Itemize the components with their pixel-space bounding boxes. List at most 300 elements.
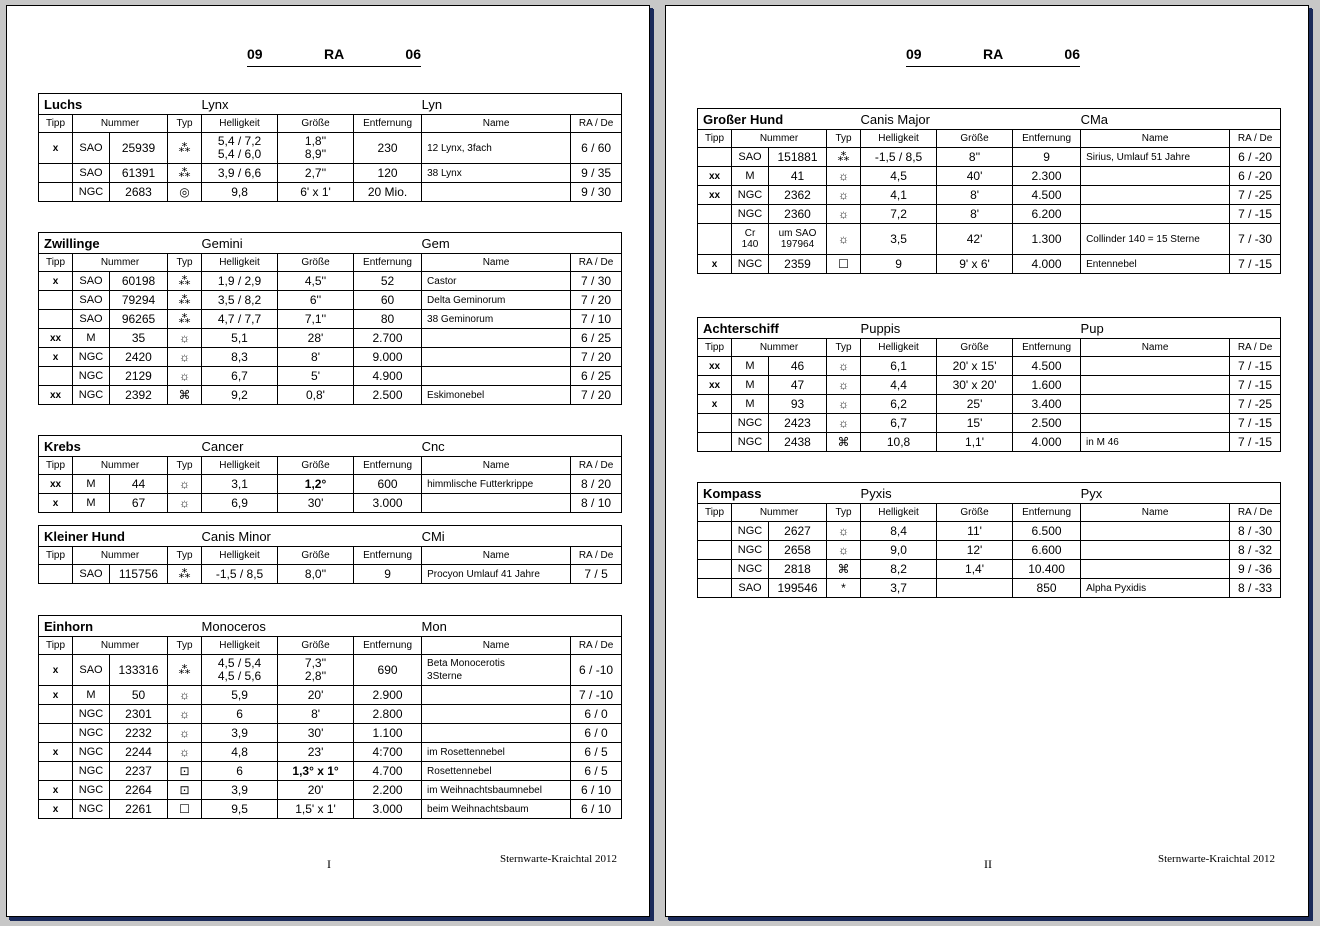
cell-dist: 230 (354, 133, 422, 164)
constellation-latin: Monoceros (202, 616, 422, 637)
table-row (698, 357, 1281, 376)
constellation-abbr: Mon (422, 616, 622, 637)
cell-nr: um SAO 197964 (769, 224, 827, 255)
object-type-icon: ☐ (168, 800, 202, 819)
cell-tipp: x (39, 494, 73, 513)
cell-cat: SAO (73, 565, 110, 584)
cell-cat: SAO (73, 133, 110, 164)
cell-size (937, 579, 1013, 598)
object-type-icon: ⁂ (168, 291, 202, 310)
cell-nr: 41 (769, 167, 827, 186)
cell-cat: NGC (73, 800, 110, 819)
constellation-abbr: Gem (422, 233, 622, 254)
cell-tipp: x (698, 255, 732, 274)
cell-mag: 3,9 (202, 781, 278, 800)
cell-mag: 8,3 (202, 348, 278, 367)
constellation-name: Luchs (39, 94, 202, 115)
cell-nr: 25939 (110, 133, 168, 164)
cell-tipp (39, 565, 73, 584)
cell-name (1081, 522, 1230, 541)
column-header: Nummer (732, 504, 827, 522)
constellation-abbr: Lyn (422, 94, 622, 115)
cell-size: 8' (278, 348, 354, 367)
constellation-table (697, 482, 1280, 598)
cell-cat: SAO (732, 579, 769, 598)
cell-nr: 2129 (110, 367, 168, 386)
object-type-icon: ☼ (168, 348, 202, 367)
constellation-name: Großer Hund (698, 109, 861, 130)
cell-tipp (698, 148, 732, 167)
cell-size: 1,5' x 1' (278, 800, 354, 819)
cell-dist: 4.900 (354, 367, 422, 386)
cell-nr: 2423 (769, 414, 827, 433)
cell-rade: 7 / -15 (1230, 205, 1281, 224)
table-row (39, 272, 622, 291)
cell-nr: 2420 (110, 348, 168, 367)
cell-nr: 2237 (110, 762, 168, 781)
column-header: Entfernung (1013, 130, 1081, 148)
cell-rade: 7 / -25 (1230, 395, 1281, 414)
table-row (39, 565, 622, 584)
header-hour: 09 (906, 46, 922, 62)
cell-mag: 4,5 (861, 167, 937, 186)
cell-cat: NGC (732, 433, 769, 452)
table-row (698, 205, 1281, 224)
cell-rade: 8 / 10 (571, 494, 622, 513)
cell-cat: NGC (73, 386, 110, 405)
column-header: Typ (827, 339, 861, 357)
column-header: Name (422, 457, 571, 475)
column-header: Größe (937, 504, 1013, 522)
cell-rade: 7 / 10 (571, 310, 622, 329)
object-type-icon: ☼ (827, 186, 861, 205)
object-type-icon: ☼ (827, 357, 861, 376)
column-header: Größe (937, 339, 1013, 357)
cell-rade: 7 / -30 (1230, 224, 1281, 255)
page-header (906, 44, 1080, 67)
cell-name (1081, 560, 1230, 579)
cell-nr: 35 (110, 329, 168, 348)
table-row (39, 183, 622, 202)
column-header: Größe (278, 457, 354, 475)
cell-cat: NGC (732, 205, 769, 224)
table-row (39, 475, 622, 494)
cell-cat: NGC (732, 522, 769, 541)
cell-dist: 52 (354, 272, 422, 291)
cell-cat: NGC (732, 414, 769, 433)
cell-name: Eskimonebel (422, 386, 571, 405)
cell-rade: 7 / -15 (1230, 255, 1281, 274)
cell-cat: NGC (732, 255, 769, 274)
cell-size: 8'' (937, 148, 1013, 167)
cell-tipp (39, 724, 73, 743)
cell-mag: 3,5 / 8,2 (202, 291, 278, 310)
cell-rade: 7 / -15 (1230, 357, 1281, 376)
table-row (39, 329, 622, 348)
column-header-row (698, 130, 1281, 148)
cell-size: 1,4' (937, 560, 1013, 579)
cell-rade: 7 / -10 (571, 686, 622, 705)
cell-dist: 1.300 (1013, 224, 1081, 255)
constellation-latin: Canis Minor (202, 526, 422, 547)
cell-size: 1,1' (937, 433, 1013, 452)
cell-dist: 20 Mio. (354, 183, 422, 202)
cell-cat: NGC (73, 348, 110, 367)
cell-rade: 7 / 30 (571, 272, 622, 291)
constellation-abbr: Pup (1081, 318, 1281, 339)
table-row (39, 310, 622, 329)
cell-dist: 3.400 (1013, 395, 1081, 414)
column-header: RA / De (571, 457, 622, 475)
cell-size: 11' (937, 522, 1013, 541)
column-header: Nummer (73, 637, 168, 655)
cell-tipp (698, 224, 732, 255)
header-hour-end: 06 (1064, 46, 1080, 62)
cell-mag: 5,9 (202, 686, 278, 705)
column-header: Name (1081, 504, 1230, 522)
cell-nr: 2627 (769, 522, 827, 541)
cell-cat: SAO (73, 272, 110, 291)
constellation-table (38, 93, 621, 202)
cell-tipp (39, 310, 73, 329)
object-type-icon: ☼ (827, 376, 861, 395)
cell-rade: 9 / 30 (571, 183, 622, 202)
column-header: Nummer (73, 115, 168, 133)
cell-name (1081, 205, 1230, 224)
cell-nr: 93 (769, 395, 827, 414)
constellation-table (697, 108, 1280, 274)
cell-size: 1,8'' 8,9'' (278, 133, 354, 164)
constellation-title-row (698, 483, 1281, 504)
cell-name: Entennebel (1081, 255, 1230, 274)
cell-dist: 4.000 (1013, 255, 1081, 274)
column-header: RA / De (1230, 339, 1281, 357)
object-type-icon: ☼ (827, 541, 861, 560)
column-header-row (39, 457, 622, 475)
cell-dist: 10.400 (1013, 560, 1081, 579)
constellation-latin: Canis Major (861, 109, 1081, 130)
table-row (698, 395, 1281, 414)
column-header: Nummer (73, 457, 168, 475)
constellation-table (697, 317, 1280, 452)
cell-rade: 6 / 0 (571, 724, 622, 743)
table-row (698, 579, 1281, 598)
cell-tipp: x (39, 133, 73, 164)
column-header: Typ (827, 130, 861, 148)
object-type-icon: ⁂ (168, 272, 202, 291)
cell-name (422, 329, 571, 348)
object-type-icon: ☼ (168, 705, 202, 724)
cell-name (1081, 167, 1230, 186)
cell-name: im Weihnachtsbaumnebel (422, 781, 571, 800)
cell-mag: 4,1 (861, 186, 937, 205)
column-header-row (698, 339, 1281, 357)
cell-name: Procyon Umlauf 41 Jahre (422, 565, 571, 584)
cell-nr: 61391 (110, 164, 168, 183)
cell-nr: 2818 (769, 560, 827, 579)
cell-cat: Cr 140 (732, 224, 769, 255)
table-row (39, 348, 622, 367)
cell-size: 28' (278, 329, 354, 348)
cell-tipp (39, 183, 73, 202)
table-row (39, 781, 622, 800)
table-row (698, 541, 1281, 560)
object-type-icon: ⌘ (827, 560, 861, 579)
cell-dist: 4.500 (1013, 186, 1081, 205)
cell-mag: 6,7 (202, 367, 278, 386)
cell-dist: 6.600 (1013, 541, 1081, 560)
header-ra: RA (983, 46, 1004, 62)
object-type-icon: ☼ (168, 494, 202, 513)
cell-tipp (698, 522, 732, 541)
cell-tipp: xx (39, 386, 73, 405)
page-2 (665, 5, 1309, 917)
cell-dist: 4.700 (354, 762, 422, 781)
cell-rade: 7 / -15 (1230, 414, 1281, 433)
object-type-icon: ⊡ (168, 781, 202, 800)
cell-tipp (39, 705, 73, 724)
column-header: Helligkeit (202, 254, 278, 272)
constellation-latin: Cancer (202, 436, 422, 457)
cell-tipp: x (39, 800, 73, 819)
object-type-icon: ⌘ (168, 386, 202, 405)
object-type-icon: ☼ (168, 329, 202, 348)
cell-dist: 6.200 (1013, 205, 1081, 224)
cell-nr: 133316 (110, 655, 168, 686)
cell-dist: 2.500 (354, 386, 422, 405)
cell-cat: M (732, 395, 769, 414)
cell-mag: 1,9 / 2,9 (202, 272, 278, 291)
table-row (698, 560, 1281, 579)
cell-dist: 2.900 (354, 686, 422, 705)
cell-tipp (698, 414, 732, 433)
cell-nr: 2264 (110, 781, 168, 800)
cell-tipp: x (39, 272, 73, 291)
object-type-icon: ☼ (827, 167, 861, 186)
cell-nr: 115756 (110, 565, 168, 584)
cell-nr: 67 (110, 494, 168, 513)
cell-size: 20' (278, 686, 354, 705)
table-row (698, 376, 1281, 395)
cell-tipp: x (39, 348, 73, 367)
cell-mag: -1,5 / 8,5 (202, 565, 278, 584)
cell-cat: NGC (732, 186, 769, 205)
cell-nr: 60198 (110, 272, 168, 291)
column-header-row (39, 637, 622, 655)
cell-size: 5' (278, 367, 354, 386)
cell-name: beim Weihnachtsbaum (422, 800, 571, 819)
cell-nr: 2359 (769, 255, 827, 274)
cell-tipp: x (39, 743, 73, 762)
cell-nr: 2301 (110, 705, 168, 724)
cell-nr: 47 (769, 376, 827, 395)
cell-name: 38 Geminorum (422, 310, 571, 329)
cell-name: Beta Monocerotis 3Sterne (422, 655, 571, 686)
cell-cat: NGC (73, 183, 110, 202)
cell-dist: 9 (1013, 148, 1081, 167)
cell-name (422, 367, 571, 386)
cell-name (1081, 186, 1230, 205)
cell-rade: 9 / 35 (571, 164, 622, 183)
cell-size: 30' x 20' (937, 376, 1013, 395)
cell-size: 1,2° (278, 475, 354, 494)
table-row (698, 186, 1281, 205)
column-header: Helligkeit (202, 547, 278, 565)
constellation-abbr: CMi (422, 526, 622, 547)
cell-cat: SAO (73, 310, 110, 329)
object-type-icon: ☼ (168, 743, 202, 762)
cell-mag: 4,8 (202, 743, 278, 762)
object-type-icon: ⁂ (168, 655, 202, 686)
column-header: Name (422, 254, 571, 272)
column-header: Typ (827, 504, 861, 522)
cell-cat: NGC (73, 724, 110, 743)
cell-size: 8,0'' (278, 565, 354, 584)
cell-name: 38 Lynx (422, 164, 571, 183)
cell-cat: M (73, 475, 110, 494)
constellation-title-row (39, 233, 622, 254)
cell-mag: 9 (861, 255, 937, 274)
cell-name: Castor (422, 272, 571, 291)
constellation-name: Kleiner Hund (39, 526, 202, 547)
cell-tipp (39, 367, 73, 386)
cell-tipp (698, 205, 732, 224)
cell-name: Collinder 140 = 15 Sterne (1081, 224, 1230, 255)
cell-cat: M (73, 494, 110, 513)
cell-size: 12' (937, 541, 1013, 560)
column-header-row (698, 504, 1281, 522)
table-row (39, 367, 622, 386)
cell-name: in M 46 (1081, 433, 1230, 452)
cell-mag: 9,0 (861, 541, 937, 560)
cell-dist: 4.500 (1013, 357, 1081, 376)
column-header: Tipp (39, 637, 73, 655)
cell-size: 40' (937, 167, 1013, 186)
table-row (698, 522, 1281, 541)
cell-size: 30' (278, 724, 354, 743)
cell-cat: NGC (73, 743, 110, 762)
column-header: Name (1081, 130, 1230, 148)
column-header: Größe (278, 637, 354, 655)
column-header-row (39, 254, 622, 272)
cell-dist: 1.100 (354, 724, 422, 743)
cell-nr: 2683 (110, 183, 168, 202)
cell-tipp: xx (698, 376, 732, 395)
column-header: Entfernung (354, 637, 422, 655)
cell-cat: SAO (73, 655, 110, 686)
constellation-title-row (39, 436, 622, 457)
cell-cat: NGC (732, 541, 769, 560)
cell-cat: NGC (732, 560, 769, 579)
cell-name (1081, 376, 1230, 395)
cell-nr: 2232 (110, 724, 168, 743)
cell-cat: M (73, 686, 110, 705)
cell-mag: 6,1 (861, 357, 937, 376)
cell-size: 6'' (278, 291, 354, 310)
column-header: Name (422, 115, 571, 133)
object-type-icon: ⁂ (168, 310, 202, 329)
cell-mag: 8,2 (861, 560, 937, 579)
header-hour: 09 (247, 46, 263, 62)
cell-name (422, 348, 571, 367)
page-number: II (984, 857, 992, 871)
constellation-abbr: Cnc (422, 436, 622, 457)
cell-mag: 3,1 (202, 475, 278, 494)
column-header: Typ (168, 115, 202, 133)
cell-tipp: x (698, 395, 732, 414)
constellation-table (38, 232, 621, 405)
column-header: RA / De (1230, 130, 1281, 148)
object-type-icon: ☼ (827, 224, 861, 255)
table-row (39, 743, 622, 762)
cell-nr: 96265 (110, 310, 168, 329)
column-header: Helligkeit (202, 115, 278, 133)
cell-dist: 4.000 (1013, 433, 1081, 452)
column-header: Größe (278, 254, 354, 272)
constellation-latin: Lynx (202, 94, 422, 115)
constellation-title-row (698, 109, 1281, 130)
cell-rade: 8 / -33 (1230, 579, 1281, 598)
object-type-icon: * (827, 579, 861, 598)
object-type-icon: ◎ (168, 183, 202, 202)
column-header: Entfernung (1013, 339, 1081, 357)
cell-nr: 2438 (769, 433, 827, 452)
column-header: Helligkeit (202, 457, 278, 475)
table-row (698, 414, 1281, 433)
constellation-abbr: CMa (1081, 109, 1281, 130)
cell-name: im Rosettennebel (422, 743, 571, 762)
column-header: Tipp (39, 254, 73, 272)
cell-size: 8' (937, 186, 1013, 205)
cell-mag: 6,2 (861, 395, 937, 414)
constellation-name: Zwillinge (39, 233, 202, 254)
cell-name (422, 183, 571, 202)
cell-rade: 7 / -25 (1230, 186, 1281, 205)
cell-size: 30' (278, 494, 354, 513)
table-row (39, 762, 622, 781)
column-header: Helligkeit (861, 339, 937, 357)
cell-rade: 6 / 60 (571, 133, 622, 164)
table-row (39, 724, 622, 743)
cell-nr: 46 (769, 357, 827, 376)
object-type-icon: ⊡ (168, 762, 202, 781)
column-header: Helligkeit (861, 130, 937, 148)
object-type-icon: ☼ (827, 522, 861, 541)
column-header: Typ (168, 637, 202, 655)
table-row (698, 148, 1281, 167)
constellation-name: Einhorn (39, 616, 202, 637)
column-header: Name (422, 637, 571, 655)
table-row (39, 291, 622, 310)
cell-mag: 5,1 (202, 329, 278, 348)
cell-size: 25' (937, 395, 1013, 414)
cell-nr: 2261 (110, 800, 168, 819)
cell-rade: 6 / 5 (571, 762, 622, 781)
column-header-row (39, 115, 622, 133)
table-row (39, 655, 622, 686)
column-header: Entfernung (354, 254, 422, 272)
column-header: Nummer (732, 339, 827, 357)
table-row (698, 167, 1281, 186)
cell-dist: 4:700 (354, 743, 422, 762)
constellation-title-row (39, 526, 622, 547)
object-type-icon: ☼ (168, 724, 202, 743)
object-type-icon: ⁂ (168, 565, 202, 584)
column-header: RA / De (1230, 504, 1281, 522)
cell-tipp: xx (698, 167, 732, 186)
constellation-latin: Puppis (861, 318, 1081, 339)
cell-name (1081, 414, 1230, 433)
